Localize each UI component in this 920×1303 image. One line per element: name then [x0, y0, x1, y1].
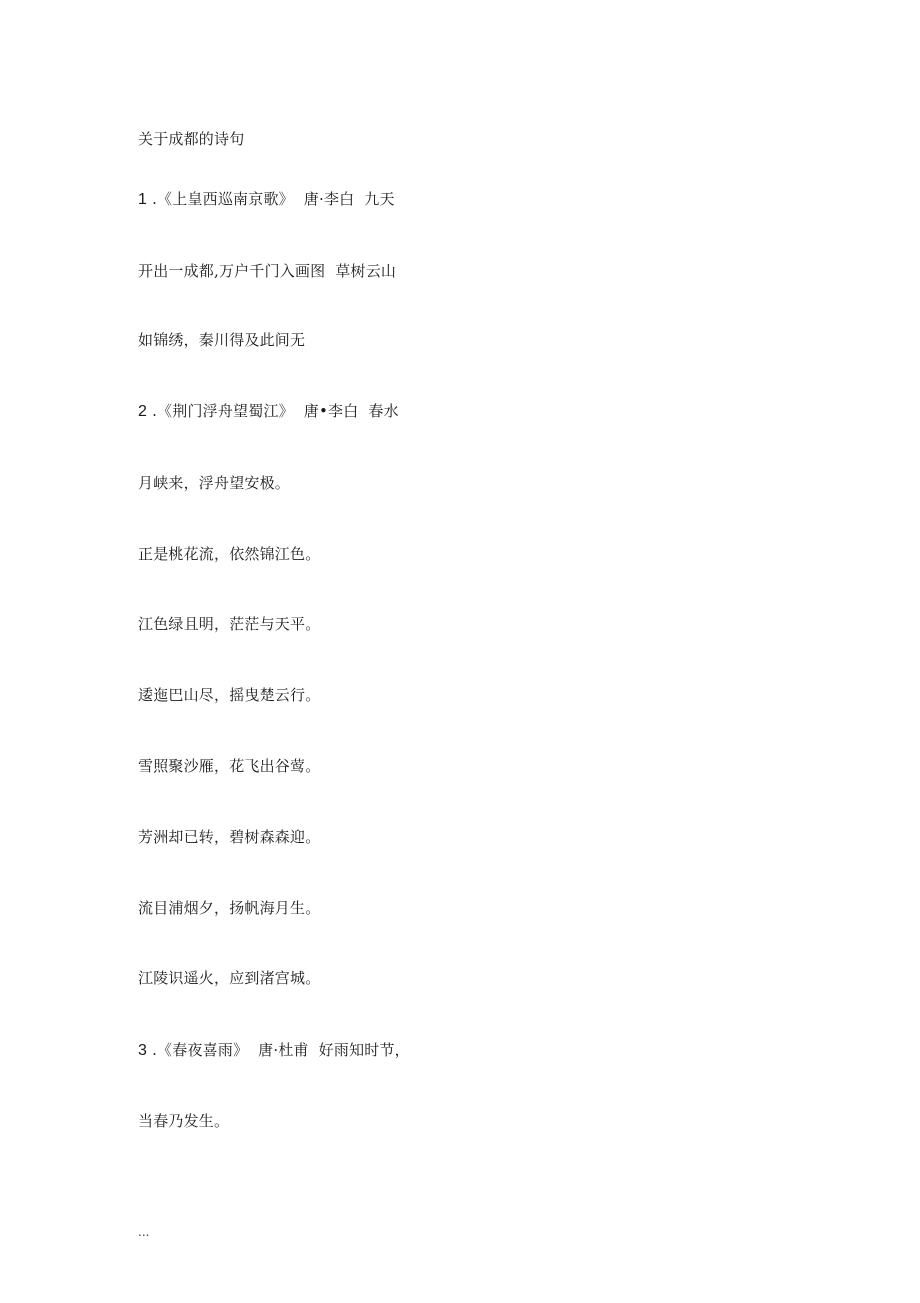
poem-line-text: 当春乃发生。 — [138, 1112, 230, 1130]
poem-line — [138, 898, 320, 919]
poem-line-text: 月峡来，浮舟望安极。 — [138, 474, 291, 492]
poem-line-text: 江色绿且明，茫茫与天平。 — [138, 615, 321, 633]
poem-line-text: 芳洲却已转，碧树森森迎。 — [138, 828, 321, 846]
poem-line-text: .《荆门浮舟望蜀江》 唐•李白 春水 — [147, 402, 399, 420]
poem-line — [138, 1111, 229, 1132]
poem-line-text: 雪照聚沙雁，花飞出谷莺。 — [138, 757, 321, 775]
poem-line-text: 逶迤巴山尽，摇曳楚云行。 — [138, 686, 321, 704]
poem-line — [138, 968, 320, 989]
poem-line — [138, 685, 320, 706]
footer-ellipsis: ... — [138, 1225, 150, 1239]
poem-line-text: 如锦绣，秦川得及此间无 — [138, 331, 306, 349]
poem-number: 3 — [138, 1042, 148, 1059]
poem-number: 2 — [138, 403, 148, 420]
poem-line — [138, 261, 396, 282]
poem-line-text: 正是桃花流，依然锦江色。 — [138, 545, 321, 563]
poem-line — [138, 189, 395, 210]
poem-number: 1 — [138, 191, 148, 208]
poem-line — [138, 401, 399, 422]
poem-line — [138, 1040, 410, 1061]
poem-line-text: .《上皇西巡南京歌》 唐·李白 九天 — [147, 190, 395, 208]
poem-line — [138, 756, 320, 777]
document-title: 关于成都的诗句 — [138, 130, 245, 148]
poem-line — [138, 614, 320, 635]
poem-line — [138, 473, 290, 494]
poem-line-text: 江陵识遥火，应到渚宫城。 — [138, 969, 321, 987]
poem-line-text: 开出一成都,万户千门入画图 草树云山 — [138, 262, 397, 280]
poem-line — [138, 544, 320, 565]
poem-line — [138, 827, 320, 848]
poem-line-text: .《春夜喜雨》 唐·杜甫 好雨知时节， — [147, 1041, 410, 1059]
poem-line-text: 流目浦烟夕，扬帆海月生。 — [138, 899, 321, 917]
poem-line — [138, 330, 305, 351]
